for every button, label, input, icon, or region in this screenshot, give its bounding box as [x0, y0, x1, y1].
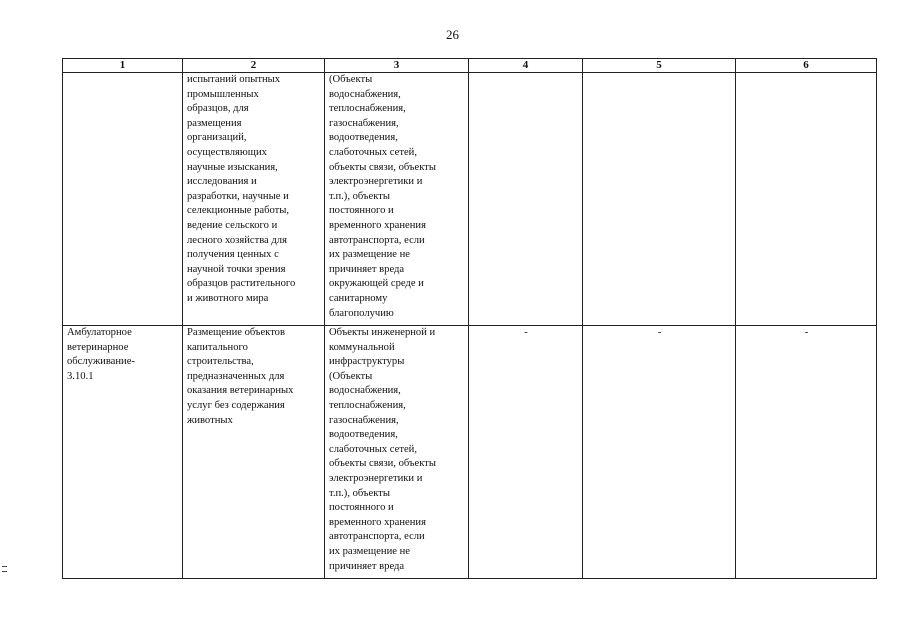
cell-text-line: получения ценных с: [187, 249, 279, 261]
cell-text-line: постоянного и: [329, 502, 394, 514]
cell-text-line: газоснабжения,: [329, 117, 399, 129]
cell-text-line: инфраструктуры: [329, 356, 405, 368]
cell-text-line: временного хранения: [329, 219, 426, 231]
cell-text-line: 3.10.1: [67, 370, 94, 382]
cell-text-line: животных: [187, 414, 233, 426]
column-header-6: 6: [736, 59, 877, 73]
cell-text-line: разработки, научные и: [187, 190, 289, 202]
cell-text-line: обслуживание-: [67, 356, 135, 368]
cell-text-line: теплоснабжения,: [329, 399, 406, 411]
column-header-1: 1: [63, 59, 183, 73]
cell-text-line: объекты связи, объекты: [329, 458, 436, 470]
cell-text-line: т.п.), объекты: [329, 487, 390, 499]
cell-text-line: санитарному: [329, 292, 388, 304]
cell-text-line: научные изыскания,: [187, 161, 278, 173]
table-row: [63, 326, 877, 579]
permitted-use-table: [62, 58, 877, 579]
cell-text-line: коммунальной: [329, 341, 395, 353]
cell-text-line: водоснабжения,: [329, 88, 401, 100]
margin-mark: [2, 566, 7, 572]
cell-text-line: их размещение не: [329, 249, 410, 261]
cell-text-line: причиняет вреда: [329, 560, 405, 572]
cell-text-line: селекционные работы,: [187, 205, 290, 217]
cell-text-line: испытаний опытных: [187, 74, 281, 85]
cell-text-line: строительства,: [187, 356, 254, 368]
cell-text-line: оказания ветеринарных: [187, 385, 294, 397]
cell-text-line: водоотведения,: [329, 429, 398, 441]
cell-text-line: слаботочных сетей,: [329, 146, 417, 158]
cell-text-line: размещения: [187, 117, 242, 129]
cell-text-line: образцов растительного: [187, 278, 296, 290]
cell-text-line: предназначенных для: [187, 370, 285, 382]
cell-text-line: образцов, для: [187, 103, 249, 115]
column-header-3: 3: [325, 59, 469, 73]
cell-text-line: электроэнергетики и: [329, 472, 423, 484]
cell-text-line: и животного мира: [187, 292, 269, 304]
cell-text-line: временного хранения: [329, 516, 426, 528]
cell-col5: -: [583, 326, 736, 579]
cell-text-line: ветеринарное: [67, 341, 129, 353]
cell-text-line: Амбулаторное: [67, 327, 132, 338]
cell-text-line: услуг без содержания: [187, 399, 285, 411]
cell-text-line: автотранспорта, если: [329, 234, 425, 246]
column-header-5: 5: [583, 59, 736, 73]
cell-text-line: (Объекты: [329, 74, 373, 85]
cell-text-line: т.п.), объекты: [329, 190, 390, 202]
cell-col6: -: [736, 326, 877, 579]
cell-col4: [469, 73, 583, 326]
cell-text-line: автотранспорта, если: [329, 531, 425, 543]
column-header-2: 2: [183, 59, 325, 73]
cell-text-line: теплоснабжения,: [329, 103, 406, 115]
cell-text-line: их размещение не: [329, 545, 410, 557]
cell-col6: [736, 73, 877, 326]
cell-text-line: водоснабжения,: [329, 385, 401, 397]
cell-text-line: исследования и: [187, 176, 257, 188]
cell-use-name: [63, 73, 183, 326]
column-header-4: 4: [469, 59, 583, 73]
cell-auxiliary-uses: [325, 326, 469, 579]
cell-text-line: благополучию: [329, 307, 394, 319]
cell-text-line: водоотведения,: [329, 132, 398, 144]
cell-text-line: окружающей среде и: [329, 278, 424, 290]
cell-text-line: электроэнергетики и: [329, 176, 423, 188]
cell-auxiliary-uses: [325, 73, 469, 326]
cell-text-line: газоснабжения,: [329, 414, 399, 426]
cell-col4: -: [469, 326, 583, 579]
cell-text-line: организаций,: [187, 132, 247, 144]
table-row: [63, 73, 877, 326]
table-header-row: [63, 59, 877, 73]
cell-text-line: капитального: [187, 341, 248, 353]
cell-text-line: (Объекты: [329, 370, 373, 382]
cell-text-line: причиняет вреда: [329, 263, 405, 275]
cell-text-line: постоянного и: [329, 205, 394, 217]
cell-text-line: ведение сельского и: [187, 219, 278, 231]
cell-text-line: Объекты инженерной и: [329, 327, 436, 338]
page-number: 26: [446, 27, 459, 42]
cell-text-line: промышленных: [187, 88, 259, 100]
cell-use-name: [63, 326, 183, 579]
cell-text-line: объекты связи, объекты: [329, 161, 436, 173]
cell-use-description: [183, 73, 325, 326]
cell-text-line: осуществляющих: [187, 146, 267, 158]
cell-text-line: лесного хозяйства для: [187, 234, 287, 246]
cell-col5: [583, 73, 736, 326]
cell-text-line: слаботочных сетей,: [329, 443, 417, 455]
cell-text-line: Размещение объектов: [187, 327, 285, 338]
cell-use-description: [183, 326, 325, 579]
cell-text-line: научной точки зрения: [187, 263, 286, 275]
